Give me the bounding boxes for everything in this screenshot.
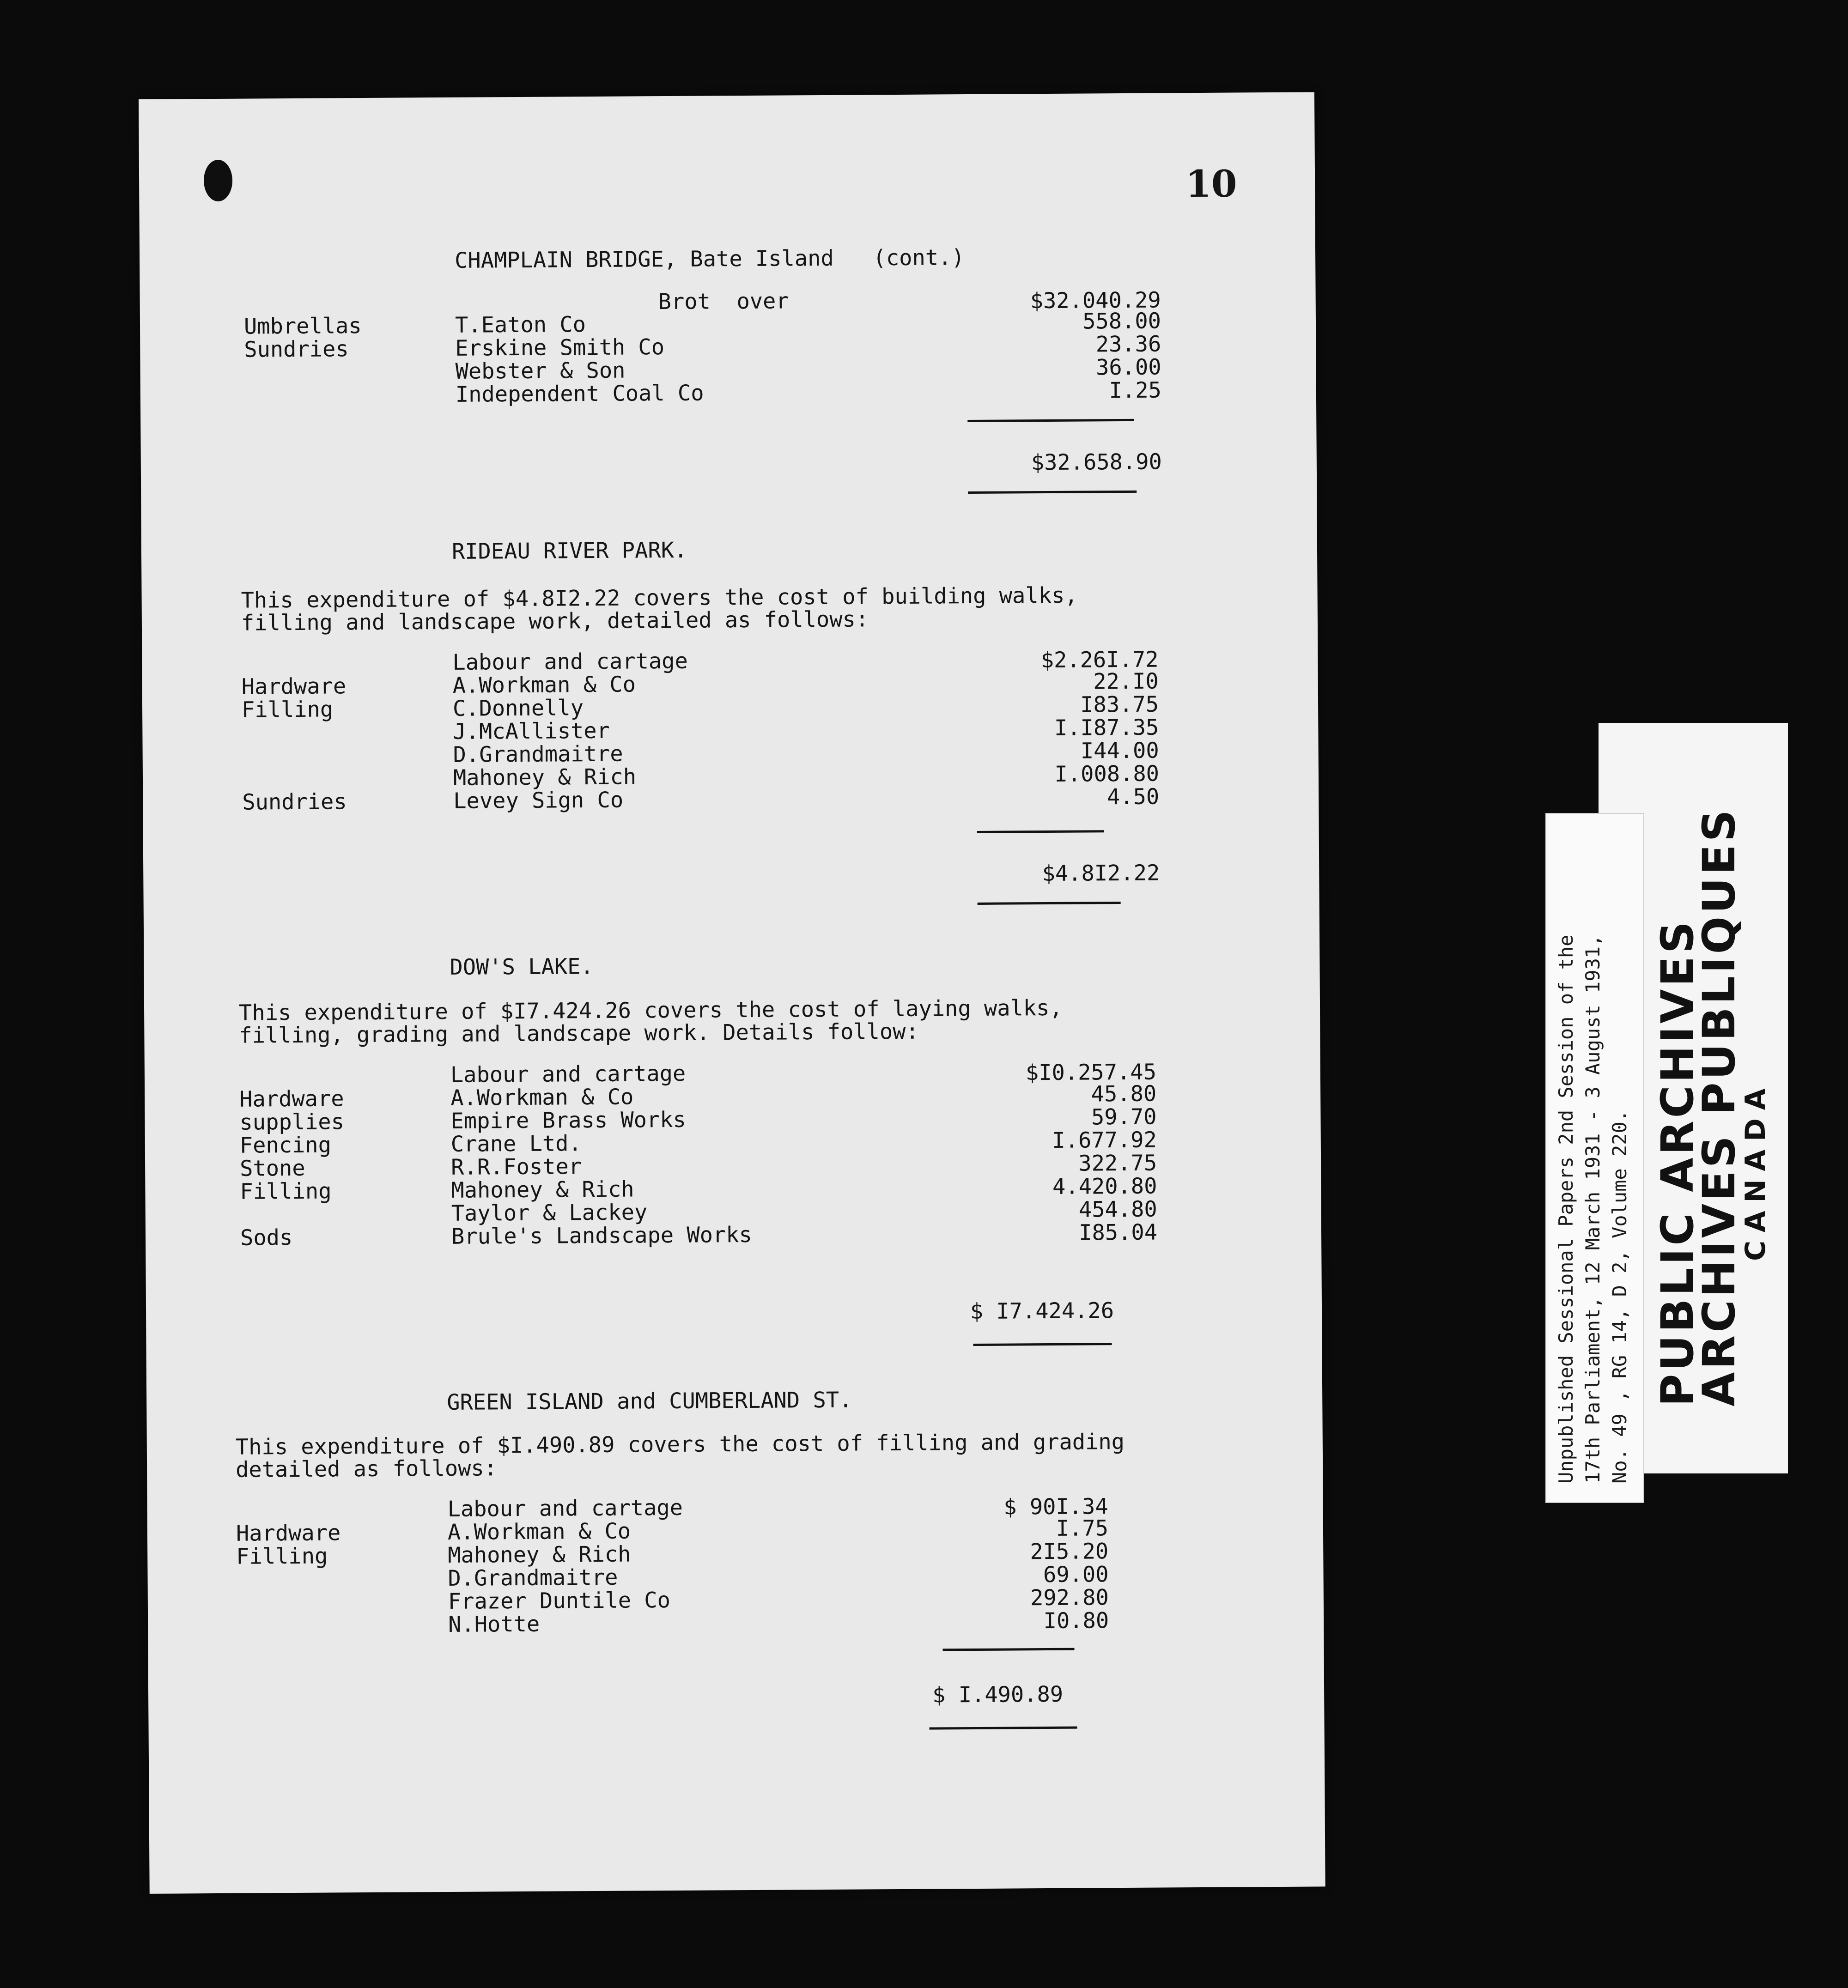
- row-vendor: C.Donnelly: [452, 695, 584, 721]
- archive-stamp-line3: CANADA: [1739, 1080, 1772, 1261]
- row-vendor: Webster & Son: [455, 358, 626, 384]
- row-amount: 22.I0: [1093, 668, 1159, 695]
- row-vendor: Erskine Smith Co: [455, 334, 665, 361]
- row-amount: I.I87.35: [1054, 715, 1159, 741]
- row-vendor: Crane Ltd.: [450, 1131, 582, 1157]
- row-amount: 322.75: [1078, 1150, 1157, 1176]
- row-amount: I85.04: [1079, 1219, 1158, 1246]
- total-rule: [973, 1343, 1112, 1346]
- row-vendor: Brot over: [658, 288, 789, 315]
- row-category: Sods: [240, 1225, 293, 1251]
- row-amount: 2I5.20: [1030, 1539, 1109, 1565]
- row-amount: $2.26I.72: [1040, 647, 1159, 673]
- row-vendor: D.Grandmaitre: [453, 741, 623, 768]
- section-title: GREEN ISLAND and CUMBERLAND ST.: [447, 1387, 852, 1415]
- archive-stamp-line1: PUBLIC ARCHIVES: [1652, 919, 1703, 1406]
- row-amount: I.008.80: [1054, 761, 1160, 787]
- total-rule: [930, 1727, 1077, 1730]
- document-page: [139, 92, 1325, 1893]
- row-amount: I44.00: [1080, 738, 1159, 764]
- row-category: supplies: [239, 1109, 345, 1135]
- row-category: Hardware: [239, 1086, 344, 1112]
- section-title: DOW'S LAKE.: [450, 954, 594, 980]
- row-vendor: Levey Sign Co: [453, 787, 624, 814]
- row-vendor: A.Workman & Co: [447, 1518, 631, 1545]
- total-rule: [968, 491, 1137, 494]
- row-category: Stone: [239, 1155, 305, 1182]
- row-amount: 558.00: [1082, 308, 1161, 334]
- subtotal-rule: [943, 1648, 1075, 1651]
- row-amount: 45.80: [1091, 1081, 1157, 1107]
- section-intro: This expenditure of $4.8I2.22 covers the cost of building walks, filling and landscape work, detailed as follows:: [241, 582, 1078, 636]
- row-vendor: Frazer Duntile Co: [448, 1588, 671, 1614]
- row-vendor: Independent Coal Co: [455, 380, 704, 407]
- row-vendor: Labour and cartage: [452, 648, 688, 675]
- section-total: $4.8I2.22: [1042, 860, 1160, 887]
- punch-hole-mark: [204, 160, 233, 201]
- row-category: Sundries: [242, 789, 347, 815]
- row-amount: 23.36: [1095, 331, 1161, 358]
- row-vendor: Labour and cartage: [450, 1061, 686, 1088]
- row-vendor: A.Workman & Co: [452, 672, 636, 698]
- row-category: Hardware: [236, 1520, 341, 1546]
- archive-note-line: No. 49 , RG 14, D 2, Volume 220.: [1608, 1109, 1631, 1484]
- row-category: Umbrellas: [243, 313, 362, 339]
- archive-stamp-line2: ARCHIVES PUBLIQUES: [1693, 807, 1745, 1406]
- archive-note-line: 17th Parliament, 12 March 1931 - 3 August 1931,: [1581, 934, 1604, 1484]
- row-vendor: A.Workman & Co: [450, 1084, 634, 1111]
- page-number: 10: [1185, 162, 1237, 206]
- section-total: $ I7.424.26: [970, 1298, 1114, 1325]
- row-vendor: T.Eaton Co: [455, 312, 586, 338]
- row-vendor: Mahoney & Rich: [448, 1541, 631, 1568]
- subtotal-rule: [977, 830, 1104, 833]
- row-amount: I.75: [1056, 1515, 1109, 1541]
- row-vendor: Empire Brass Works: [450, 1107, 687, 1134]
- row-amount: I0.80: [1043, 1608, 1109, 1634]
- section-intro: This expenditure of $I.490.89 covers the cost of filling and grading detailed as follows:: [235, 1429, 1125, 1483]
- subtotal-rule: [967, 419, 1134, 422]
- row-category: Hardware: [241, 673, 346, 700]
- row-amount: I.25: [1109, 377, 1162, 404]
- row-amount: 292.80: [1030, 1585, 1109, 1611]
- section-title: CHAMPLAIN BRIDGE, Bate Island (cont.): [454, 245, 965, 273]
- row-category: Filling: [240, 1178, 332, 1205]
- archive-reference-label: [1545, 813, 1644, 1503]
- row-vendor: Mahoney & Rich: [451, 1176, 634, 1203]
- section-total: $32.658.90: [1031, 449, 1162, 476]
- row-vendor: D.Grandmaitre: [448, 1564, 618, 1591]
- row-amount: I83.75: [1080, 691, 1159, 718]
- row-category: Sundries: [244, 336, 349, 363]
- row-amount: 4.420.80: [1052, 1173, 1157, 1200]
- row-amount: 454.80: [1078, 1196, 1157, 1223]
- row-category: Fencing: [239, 1132, 332, 1158]
- row-amount: $I0.257.45: [1025, 1059, 1157, 1086]
- row-vendor: Taylor & Lackey: [451, 1200, 648, 1226]
- row-amount: 4.50: [1106, 784, 1160, 810]
- row-amount: 36.00: [1095, 354, 1161, 381]
- row-vendor: Labour and cartage: [447, 1495, 683, 1522]
- archive-note-line: Unpublished Sessional Papers 2nd Session of the: [1555, 934, 1577, 1484]
- row-category: Filling: [241, 697, 334, 723]
- row-amount: 59.70: [1091, 1104, 1157, 1130]
- row-amount: I.677.92: [1052, 1127, 1157, 1153]
- row-amount: $ 90I.34: [1003, 1494, 1108, 1520]
- row-vendor: J.McAllister: [453, 718, 610, 745]
- row-vendor: N.Hotte: [448, 1611, 540, 1637]
- row-amount: 69.00: [1043, 1562, 1109, 1588]
- section-intro: This expenditure of $I7.424.26 covers the cost of laying walks, filling, grading and landscape work. Details follow:: [238, 995, 1063, 1049]
- row-category: Filling: [236, 1543, 328, 1570]
- row-vendor: Mahoney & Rich: [453, 764, 637, 791]
- row-vendor: R.R.Foster: [450, 1154, 582, 1180]
- row-vendor: Brule's Landscape Works: [451, 1222, 753, 1249]
- row-amount: $32.040.29: [1030, 287, 1161, 314]
- total-rule: [978, 902, 1121, 905]
- section-total: $ I.490.89: [932, 1681, 1064, 1708]
- section-title: RIDEAU RIVER PARK.: [451, 537, 687, 564]
